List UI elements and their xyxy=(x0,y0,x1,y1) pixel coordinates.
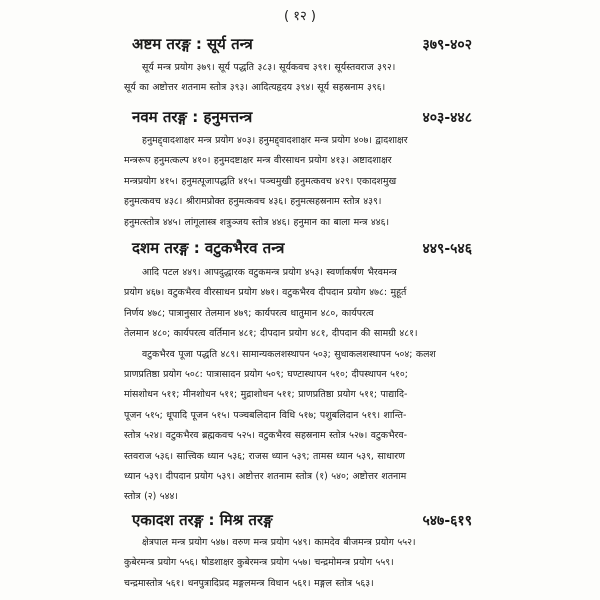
entry-line: स्तोत्र ५२४। वटुकभैरव ब्रह्मकवच ५२५। वटुकभैरव सहस्रनाम स्तोत्र ५२७। वटुकभैरव- xyxy=(124,430,407,442)
section-heading-ashtam xyxy=(132,34,472,54)
page-number: ( १२ ) xyxy=(284,9,316,24)
entry-line: हनुमत्कवच ४३८। श्रीरामप्रोक्त हनुमत्कवच ४३६। हनुमत्सहस्रनाम स्तोत्र ४३९। xyxy=(124,196,382,208)
entry-line: क्षेत्रपाल मन्त्र प्रयोग ५४७। वरुण मन्त्र प्रयोग ५४९। कामदेव बीजमन्त्र प्रयोग ५५२। xyxy=(142,537,416,548)
section-heading-navam xyxy=(132,107,472,127)
entry-line: हनुमद्द्वादशाक्षर मन्त्र प्रयोग ४०३। हनुमद्द्वादशाक्षर मन्त्र प्रयोग ४०७। द्वादशाक्षर xyxy=(142,135,408,146)
entry-line: मांसशोधन ५११; मीनशोधन ५११; मुद्राशोधन ५११; प्राणप्रतिष्ठा प्रयोग ५११; पाद्यादि- xyxy=(124,389,408,401)
entry-line: तेलमान ४८०; कार्यपरत्व वर्तिमान ४८१; दीपदान प्रयोग ४८१, दीपदान की सामग्री ४८१। xyxy=(124,328,418,340)
entry-line: पूजन ५१५; धूपादि पूजन ५१५। पञ्चबलिदान विधि ५१७; पशुबलिदान ५१९। शान्ति- xyxy=(124,409,407,421)
entry-line: निर्णय ४७८; पात्रानुसार तेलमान ४७९; कार्यपरत्व धातुमान ४८०, कार्यपरत्व xyxy=(124,307,374,319)
entry-line: आदि पटल ४४९। आपदुद्धारक वटुकमन्त्र प्रयोग ४५३। स्वर्णाकर्षण भैरवमन्त्र xyxy=(142,267,397,278)
entry-line: मन्त्रप्रयोग ४१५। हनुमत्पूजापद्धति ४१५। पञ्चमुखी हनुमत्कवच ४२९। एकादशमुख xyxy=(124,175,397,187)
entry-line: ध्यान ५३९। दीपदान प्रयोग ५३९। अष्टोत्तर शतनाम स्तोत्र (१) ५४०; अष्टोत्तर शतनाम xyxy=(124,471,407,483)
section-entries-ekadash xyxy=(124,533,479,594)
section-title: दशम तरङ्ग : वटुकभैरव तन्त्र xyxy=(132,239,285,257)
section-title: अष्टम तरङ्ग : सूर्य तन्त्र xyxy=(132,35,253,53)
entry-line: प्रयोग ४६७। वटुकभैरव वीरसाधन प्रयोग ४७१। वटुकभैरव दीपदान प्रयोग ४७८: मुहूर्त xyxy=(124,287,407,299)
section-page-range: ५४७-६१९ xyxy=(422,513,472,529)
section-title: एकादश तरङ्ग : मिश्र तरङ्ग xyxy=(132,511,273,529)
entry-line: हनुमत्स्तोत्र ४४५। लांगूलास्त्र शत्रुञ्जय स्तोत्र ४४६। हनुमान का बाला मन्त्र ४४६। xyxy=(124,216,390,228)
section-heading-dasham xyxy=(132,238,472,258)
entry-line: कुबेरमन्त्र प्रयोग ५५६। षोडशाक्षर कुबेरमन्त्र प्रयोग ५५७। चन्द्रमोमन्त्र प्रयोग ५५९। xyxy=(124,557,394,569)
entry-line: सूर्य का अष्टोत्तर शतनाम स्तोत्र ३९३। आदित्यहृदय ३९४। सूर्य सहस्रनाम ३९६। xyxy=(124,82,386,94)
entry-line: सूर्य मन्त्र प्रयोग ३७९। सूर्य पद्धति ३८३। सूर्यकवच ३९१। सूर्यस्तवराज ३९२। xyxy=(142,62,396,73)
section-entries-dasham xyxy=(124,263,479,508)
entry-line: वटुकभैरव पूजा पद्धति ४८९। सामान्यकलशस्थापन ५०३; सुधाकलशस्थापन ५०४; कलश xyxy=(142,348,436,360)
entry-line: स्तवराज ५३६। सात्त्विक ध्यान ५३६; राजस ध्यान ५३९; तामस ध्यान ५३९, साधारण xyxy=(124,450,405,462)
section-title: नवम तरङ्ग : हनुमत्तन्त्र xyxy=(132,108,253,126)
section-heading-ekadash xyxy=(132,510,472,530)
entry-line: मन्त्ररूप हनुमत्कल्प ४१०। हनुमदष्टाक्षर मन्त्र वीरसाधन प्रयोग ४१३। अष्टादशाक्षर xyxy=(124,155,392,167)
entry-line: चन्द्रमास्तोत्र ५६१। धनपुत्रादिप्रद मङ्गलमन्त्र विधान ५६१। मङ्गल स्तोत्र ५६३। xyxy=(124,577,374,589)
section-entries-navam xyxy=(124,131,479,233)
section-entries-ashtam xyxy=(124,58,479,99)
entry-line: स्तोत्र (२) ५४४। xyxy=(124,491,178,503)
section-page-range: ३७९-४०२ xyxy=(422,37,472,53)
section-page-range: ४४९-५४६ xyxy=(422,241,472,257)
entry-line: प्राणप्रतिष्ठा प्रयोग ५०८: पात्रासादन प्रयोग ५०९; घण्टास्थापन ५१०; दीपस्थापन ५१०; xyxy=(124,369,408,381)
section-page-range: ४०३-४४८ xyxy=(422,110,472,126)
